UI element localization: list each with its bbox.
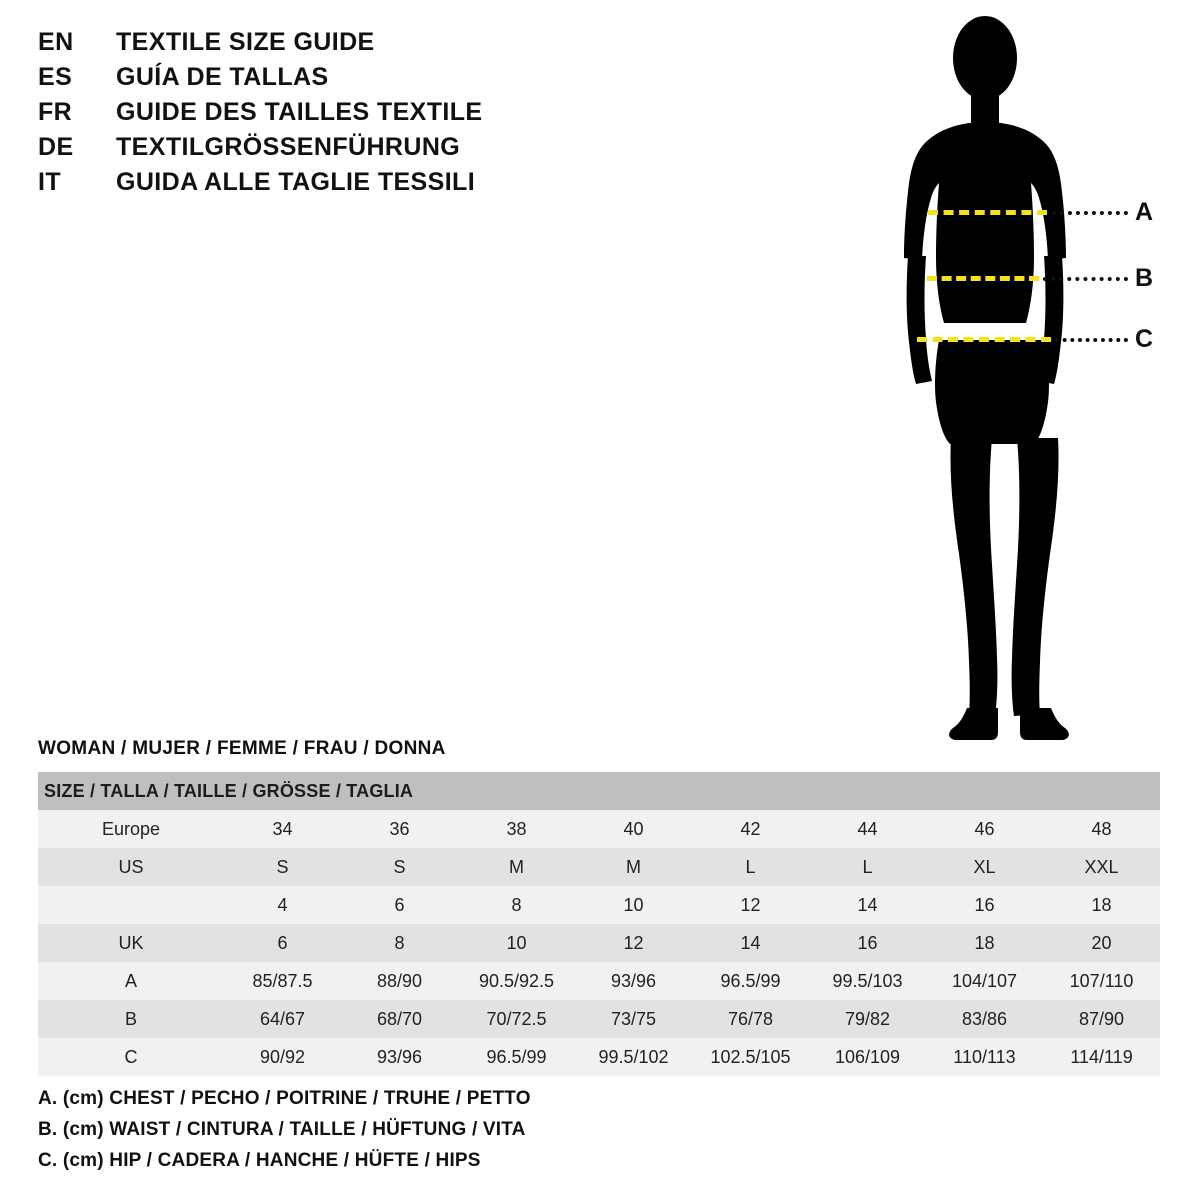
measure-label-c: C (1135, 325, 1154, 353)
table-cell: L (745, 856, 756, 877)
table-cell: 10 (623, 894, 644, 915)
table-cell: 96.5/99 (486, 1046, 547, 1067)
table-row (38, 962, 1160, 1000)
table-cell: 70/72.5 (486, 1008, 547, 1029)
table-cell: 93/96 (610, 970, 657, 991)
table-cell: 90/92 (259, 1046, 306, 1067)
title-lang-en: EN (38, 28, 74, 56)
table-cell: 6 (394, 894, 405, 915)
measure-line-a-black (1052, 211, 1128, 215)
table-cell: 99.5/102 (598, 1046, 669, 1067)
table-cell: 36 (389, 818, 410, 839)
table-cell: 6 (277, 932, 288, 953)
table-cell: 107/110 (1069, 970, 1134, 991)
row-label: C (124, 1046, 138, 1067)
table-cell: XXL (1084, 856, 1119, 877)
table-cell: 110/113 (953, 1046, 1016, 1067)
title-lang-it: IT (38, 168, 62, 196)
title-text-en: TEXTILE SIZE GUIDE (116, 28, 375, 56)
table-cell: 12 (623, 932, 644, 953)
row-label (38, 886, 224, 924)
title-lang-fr: FR (38, 98, 73, 126)
table-cell: M (626, 856, 641, 877)
size-table-section (38, 738, 1160, 1076)
row-label: B (124, 1008, 137, 1029)
table-cell: 42 (740, 818, 761, 839)
table-cell: 10 (506, 932, 527, 953)
table-cell: 87/90 (1079, 1008, 1125, 1029)
table-cell: 16 (974, 894, 995, 915)
table-cell: 38 (506, 818, 527, 839)
table-row (38, 810, 1160, 848)
table-cell: 73/75 (610, 1008, 657, 1029)
table-cell: 8 (511, 894, 522, 915)
measurement-legend (38, 1088, 738, 1181)
table-cell: 12 (740, 894, 761, 915)
table-cell: 14 (857, 894, 878, 915)
table-row (38, 1038, 1160, 1076)
row-label: Europe (101, 818, 161, 839)
table-cell: 46 (974, 818, 995, 839)
table-cell: M (509, 856, 524, 877)
table-caption: WOMAN / MUJER / FEMME / FRAU / DONNA (38, 738, 446, 759)
measure-line-b-black (1043, 277, 1128, 281)
table-cell: 76/78 (727, 1008, 774, 1029)
table-cell: 4 (277, 894, 288, 915)
table-cell: 20 (1091, 932, 1112, 953)
table-cell: 114/119 (1070, 1046, 1133, 1067)
measure-line-b-yellow (927, 276, 1039, 281)
size-table (38, 772, 1160, 1076)
title-block (38, 28, 658, 203)
table-cell: 79/82 (844, 1008, 891, 1029)
measure-line-c-black (1055, 338, 1128, 342)
table-header-row (38, 772, 1160, 810)
table-cell: 93/96 (376, 1046, 423, 1067)
table-cell: 8 (394, 932, 405, 953)
table-cell: 64/67 (259, 1008, 306, 1029)
title-text-de: TEXTILGRÖSSENFÜHRUNG (116, 133, 461, 161)
legend-line-c: C. (cm) HIP / CADERA / HANCHE / HÜFTE / HIPS (38, 1150, 481, 1171)
table-cell: 16 (857, 932, 878, 953)
table-cell: 18 (1091, 894, 1112, 915)
title-row (38, 28, 658, 63)
table-cell: XL (973, 856, 996, 877)
table-cell: 40 (623, 818, 644, 839)
table-cell: S (393, 856, 406, 877)
table-cell: 96.5/99 (720, 970, 781, 991)
table-cell: L (862, 856, 873, 877)
legend-line-b: B. (cm) WAIST / CINTURA / TAILLE / HÜFTUNG / VITA (38, 1119, 526, 1140)
table-cell: 18 (974, 932, 995, 953)
table-cell: 14 (740, 932, 761, 953)
table-cell: 106/109 (834, 1046, 901, 1067)
measure-label-a: A (1135, 198, 1154, 226)
row-label: UK (118, 932, 144, 953)
title-lang-de: DE (38, 133, 74, 161)
table-cell: 104/107 (951, 970, 1018, 991)
table-cell: 44 (857, 818, 878, 839)
table-cell: 90.5/92.5 (478, 970, 555, 991)
title-row (38, 133, 658, 168)
table-cell: 102.5/105 (710, 1046, 791, 1067)
table-cell: 68/70 (376, 1008, 423, 1029)
female-silhouette-icon (855, 10, 1185, 750)
table-cell: 99.5/103 (832, 970, 903, 991)
row-label: A (124, 970, 137, 991)
table-cell: 85/87.5 (252, 970, 313, 991)
table-row (38, 924, 1160, 962)
measure-line-a-yellow (928, 210, 1047, 215)
title-row (38, 63, 658, 98)
legend-line-a: A. (cm) CHEST / PECHO / POITRINE / TRUHE / PETTO (38, 1088, 531, 1109)
title-text-it: GUIDA ALLE TAGLIE TESSILI (116, 168, 476, 196)
title-text-es: GUÍA DE TALLAS (116, 63, 329, 91)
measure-line-c-yellow (917, 337, 1051, 342)
title-row (38, 98, 658, 133)
table-cell: 48 (1091, 818, 1112, 839)
title-lang-es: ES (38, 63, 73, 91)
table-cell: 83/86 (961, 1008, 1008, 1029)
table-cell: 34 (272, 818, 293, 839)
table-cell: S (276, 856, 289, 877)
table-row (38, 886, 1160, 924)
table-cell: 88/90 (376, 970, 423, 991)
title-row (38, 168, 658, 203)
table-row (38, 848, 1160, 886)
row-label: US (118, 856, 144, 877)
measurement-figure (855, 10, 1185, 750)
title-text-fr: GUIDE DES TAILLES TEXTILE (116, 98, 483, 126)
measure-label-b: B (1135, 264, 1154, 292)
table-row (38, 1000, 1160, 1038)
table-header-label: SIZE / TALLA / TAILLE / GRÖSSE / TAGLIA (44, 780, 414, 801)
